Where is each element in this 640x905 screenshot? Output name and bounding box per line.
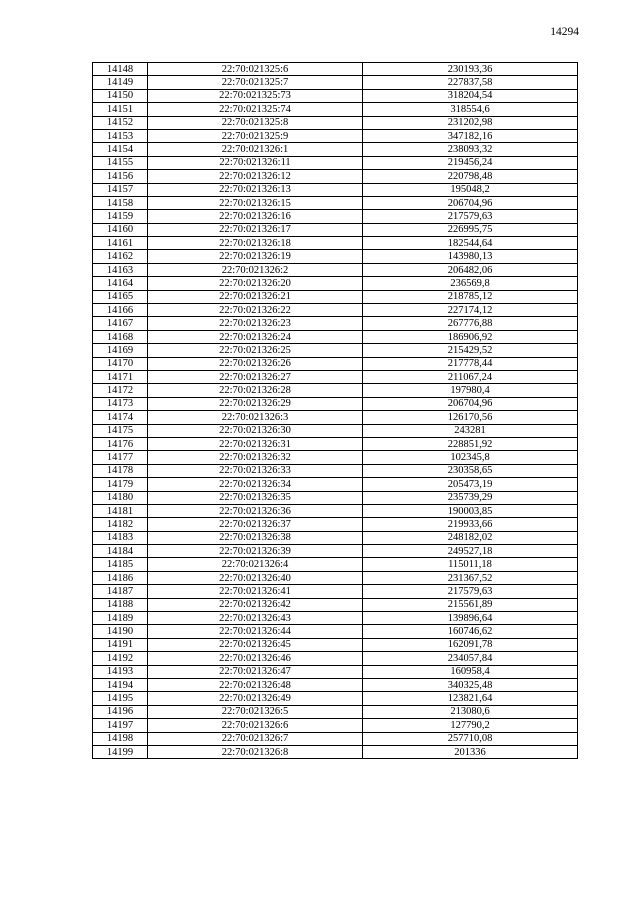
row-number-cell: 14148 [93, 63, 148, 76]
value-cell: 213080,6 [363, 705, 578, 718]
cadastral-number-cell: 22:70:021326:25 [148, 344, 363, 357]
cadastral-number-cell: 22:70:021326:32 [148, 451, 363, 464]
value-cell: 102345,8 [363, 451, 578, 464]
row-number-cell: 14171 [93, 370, 148, 383]
cadastral-number-cell: 22:70:021326:43 [148, 612, 363, 625]
row-number-cell: 14178 [93, 464, 148, 477]
cadastral-number-cell: 22:70:021326:13 [148, 183, 363, 196]
cadastral-number-cell: 22:70:021326:26 [148, 357, 363, 370]
row-number-cell: 14185 [93, 558, 148, 571]
table-row [93, 317, 578, 330]
cadastral-number-cell: 22:70:021326:1 [148, 143, 363, 156]
table-row [93, 678, 578, 691]
cadastral-number-cell: 22:70:021326:41 [148, 585, 363, 598]
table-row [93, 545, 578, 558]
row-number-cell: 14157 [93, 183, 148, 196]
table-row [93, 357, 578, 370]
value-cell: 115011,18 [363, 558, 578, 571]
value-cell: 267776,88 [363, 317, 578, 330]
table-row [93, 504, 578, 517]
value-cell: 230358,65 [363, 464, 578, 477]
cadastral-number-cell: 22:70:021326:4 [148, 558, 363, 571]
cadastral-number-cell: 22:70:021325:74 [148, 103, 363, 116]
cadastral-number-cell: 22:70:021326:30 [148, 424, 363, 437]
value-cell: 182544,64 [363, 237, 578, 250]
table-row [93, 745, 578, 758]
value-cell: 127790,2 [363, 719, 578, 732]
table-row [93, 411, 578, 424]
table-row [93, 625, 578, 638]
cadastral-number-cell: 22:70:021326:31 [148, 437, 363, 450]
value-cell: 195048,2 [363, 183, 578, 196]
row-number-cell: 14169 [93, 344, 148, 357]
row-number-cell: 14187 [93, 585, 148, 598]
cadastral-number-cell: 22:70:021326:37 [148, 518, 363, 531]
row-number-cell: 14198 [93, 732, 148, 745]
value-cell: 234057,84 [363, 652, 578, 665]
row-number-cell: 14151 [93, 103, 148, 116]
value-cell: 249527,18 [363, 545, 578, 558]
table-row [93, 76, 578, 89]
table-row [93, 531, 578, 544]
cadastral-number-cell: 22:70:021326:48 [148, 678, 363, 691]
row-number-cell: 14192 [93, 652, 148, 665]
cadastral-number-cell: 22:70:021326:17 [148, 223, 363, 236]
row-number-cell: 14195 [93, 692, 148, 705]
cadastral-number-cell: 22:70:021326:22 [148, 304, 363, 317]
table-row [93, 304, 578, 317]
cadastral-number-cell: 22:70:021326:23 [148, 317, 363, 330]
value-cell: 226995,75 [363, 223, 578, 236]
row-number-cell: 14194 [93, 678, 148, 691]
value-cell: 340325,48 [363, 678, 578, 691]
table-row [93, 705, 578, 718]
value-cell: 236569,8 [363, 277, 578, 290]
value-cell: 238093,32 [363, 143, 578, 156]
row-number-cell: 14150 [93, 89, 148, 102]
row-number-cell: 14156 [93, 170, 148, 183]
value-cell: 162091,78 [363, 638, 578, 651]
table-row [93, 263, 578, 276]
value-cell: 243281 [363, 424, 578, 437]
value-cell: 228851,92 [363, 437, 578, 450]
cadastral-number-cell: 22:70:021326:8 [148, 745, 363, 758]
value-cell: 217778,44 [363, 357, 578, 370]
table-row [93, 719, 578, 732]
table-row [93, 491, 578, 504]
cadastral-number-cell: 22:70:021326:49 [148, 692, 363, 705]
row-number-cell: 14165 [93, 290, 148, 303]
cadastral-number-cell: 22:70:021326:29 [148, 397, 363, 410]
value-cell: 160746,62 [363, 625, 578, 638]
table-row [93, 384, 578, 397]
value-cell: 219933,66 [363, 518, 578, 531]
value-cell: 235739,29 [363, 491, 578, 504]
value-cell: 219456,24 [363, 156, 578, 169]
table-row [93, 518, 578, 531]
row-number-cell: 14189 [93, 612, 148, 625]
value-cell: 230193,36 [363, 63, 578, 76]
value-cell: 318204,54 [363, 89, 578, 102]
row-number-cell: 14173 [93, 397, 148, 410]
table-row [93, 598, 578, 611]
row-number-cell: 14161 [93, 237, 148, 250]
cadastral-number-cell: 22:70:021325:73 [148, 89, 363, 102]
row-number-cell: 14177 [93, 451, 148, 464]
row-number-cell: 14191 [93, 638, 148, 651]
row-number-cell: 14152 [93, 116, 148, 129]
value-cell: 143980,13 [363, 250, 578, 263]
value-cell: 215429,52 [363, 344, 578, 357]
cadastral-number-cell: 22:70:021326:34 [148, 478, 363, 491]
row-number-cell: 14153 [93, 129, 148, 142]
row-number-cell: 14196 [93, 705, 148, 718]
table-row [93, 277, 578, 290]
cadastral-number-cell: 22:70:021326:39 [148, 545, 363, 558]
table-row [93, 692, 578, 705]
row-number-cell: 14188 [93, 598, 148, 611]
value-cell: 215561,89 [363, 598, 578, 611]
row-number-cell: 14164 [93, 277, 148, 290]
value-cell: 211067,24 [363, 370, 578, 383]
row-number-cell: 14190 [93, 625, 148, 638]
cadastral-number-cell: 22:70:021325:6 [148, 63, 363, 76]
cadastral-number-cell: 22:70:021326:47 [148, 665, 363, 678]
table-row [93, 103, 578, 116]
cadastral-number-cell: 22:70:021326:33 [148, 464, 363, 477]
row-number-cell: 14172 [93, 384, 148, 397]
cadastral-number-cell: 22:70:021326:3 [148, 411, 363, 424]
table-row [93, 250, 578, 263]
cadastral-number-cell: 22:70:021326:44 [148, 625, 363, 638]
value-cell: 248182,02 [363, 531, 578, 544]
cadastral-number-cell: 22:70:021325:7 [148, 76, 363, 89]
table-row [93, 464, 578, 477]
table-row [93, 424, 578, 437]
row-number-cell: 14182 [93, 518, 148, 531]
value-cell: 347182,16 [363, 129, 578, 142]
value-cell: 220798,48 [363, 170, 578, 183]
cadastral-number-cell: 22:70:021325:9 [148, 129, 363, 142]
cadastral-number-cell: 22:70:021326:5 [148, 705, 363, 718]
row-number-cell: 14154 [93, 143, 148, 156]
value-cell: 123821,64 [363, 692, 578, 705]
value-cell: 139896,64 [363, 612, 578, 625]
cadastral-number-cell: 22:70:021326:18 [148, 237, 363, 250]
data-table [92, 62, 578, 759]
table-row [93, 143, 578, 156]
row-number-cell: 14162 [93, 250, 148, 263]
row-number-cell: 14183 [93, 531, 148, 544]
row-number-cell: 14199 [93, 745, 148, 758]
row-number-cell: 14158 [93, 196, 148, 209]
table-row [93, 558, 578, 571]
cadastral-number-cell: 22:70:021326:40 [148, 571, 363, 584]
table-row [93, 451, 578, 464]
value-cell: 217579,63 [363, 210, 578, 223]
value-cell: 201336 [363, 745, 578, 758]
table-row [93, 397, 578, 410]
cadastral-number-cell: 22:70:021326:2 [148, 263, 363, 276]
cadastral-number-cell: 22:70:021326:7 [148, 732, 363, 745]
cadastral-number-cell: 22:70:021326:15 [148, 196, 363, 209]
row-number-cell: 14186 [93, 571, 148, 584]
value-cell: 160958,4 [363, 665, 578, 678]
value-cell: 206704,96 [363, 196, 578, 209]
cadastral-number-cell: 22:70:021326:46 [148, 652, 363, 665]
cadastral-number-cell: 22:70:021326:11 [148, 156, 363, 169]
table-row [93, 210, 578, 223]
table-row [93, 344, 578, 357]
row-number-cell: 14149 [93, 76, 148, 89]
row-number-cell: 14176 [93, 437, 148, 450]
value-cell: 206482,06 [363, 263, 578, 276]
value-cell: 205473,19 [363, 478, 578, 491]
row-number-cell: 14174 [93, 411, 148, 424]
cadastral-number-cell: 22:70:021326:21 [148, 290, 363, 303]
table-row [93, 638, 578, 651]
value-cell: 197980,4 [363, 384, 578, 397]
row-number-cell: 14155 [93, 156, 148, 169]
table-row [93, 612, 578, 625]
cadastral-number-cell: 22:70:021326:28 [148, 384, 363, 397]
table-row [93, 156, 578, 169]
row-number-cell: 14179 [93, 478, 148, 491]
cadastral-number-cell: 22:70:021325:8 [148, 116, 363, 129]
table-row [93, 652, 578, 665]
table-row [93, 223, 578, 236]
value-cell: 190003,85 [363, 504, 578, 517]
value-cell: 227174,12 [363, 304, 578, 317]
row-number-cell: 14168 [93, 330, 148, 343]
value-cell: 206704,96 [363, 397, 578, 410]
table-row [93, 129, 578, 142]
cadastral-number-cell: 22:70:021326:16 [148, 210, 363, 223]
row-number-cell: 14180 [93, 491, 148, 504]
table-row [93, 237, 578, 250]
cadastral-number-cell: 22:70:021326:19 [148, 250, 363, 263]
cadastral-number-cell: 22:70:021326:20 [148, 277, 363, 290]
row-number-cell: 14184 [93, 545, 148, 558]
row-number-cell: 14159 [93, 210, 148, 223]
table-row [93, 732, 578, 745]
value-cell: 257710,08 [363, 732, 578, 745]
table-row [93, 330, 578, 343]
table-row [93, 89, 578, 102]
table-row [93, 585, 578, 598]
value-cell: 217579,63 [363, 585, 578, 598]
row-number-cell: 14160 [93, 223, 148, 236]
table-row [93, 571, 578, 584]
table-row [93, 665, 578, 678]
row-number-cell: 14170 [93, 357, 148, 370]
table-row [93, 290, 578, 303]
cadastral-number-cell: 22:70:021326:6 [148, 719, 363, 732]
value-cell: 186906,92 [363, 330, 578, 343]
cadastral-number-cell: 22:70:021326:36 [148, 504, 363, 517]
table-row [93, 196, 578, 209]
value-cell: 318554,6 [363, 103, 578, 116]
table-row [93, 478, 578, 491]
row-number-cell: 14166 [93, 304, 148, 317]
row-number-cell: 14181 [93, 504, 148, 517]
table-row [93, 370, 578, 383]
table-row [93, 170, 578, 183]
table-row [93, 183, 578, 196]
table-row [93, 437, 578, 450]
table-row [93, 63, 578, 76]
cadastral-number-cell: 22:70:021326:35 [148, 491, 363, 504]
cadastral-number-cell: 22:70:021326:27 [148, 370, 363, 383]
value-cell: 231202,98 [363, 116, 578, 129]
page-number: 14294 [550, 26, 579, 38]
cadastral-number-cell: 22:70:021326:12 [148, 170, 363, 183]
row-number-cell: 14197 [93, 719, 148, 732]
row-number-cell: 14167 [93, 317, 148, 330]
row-number-cell: 14193 [93, 665, 148, 678]
table-body [93, 63, 578, 759]
value-cell: 126170,56 [363, 411, 578, 424]
row-number-cell: 14175 [93, 424, 148, 437]
row-number-cell: 14163 [93, 263, 148, 276]
value-cell: 218785,12 [363, 290, 578, 303]
cadastral-number-cell: 22:70:021326:38 [148, 531, 363, 544]
cadastral-number-cell: 22:70:021326:45 [148, 638, 363, 651]
cadastral-number-cell: 22:70:021326:42 [148, 598, 363, 611]
cadastral-number-cell: 22:70:021326:24 [148, 330, 363, 343]
value-cell: 231367,52 [363, 571, 578, 584]
value-cell: 227837,58 [363, 76, 578, 89]
table-row [93, 116, 578, 129]
